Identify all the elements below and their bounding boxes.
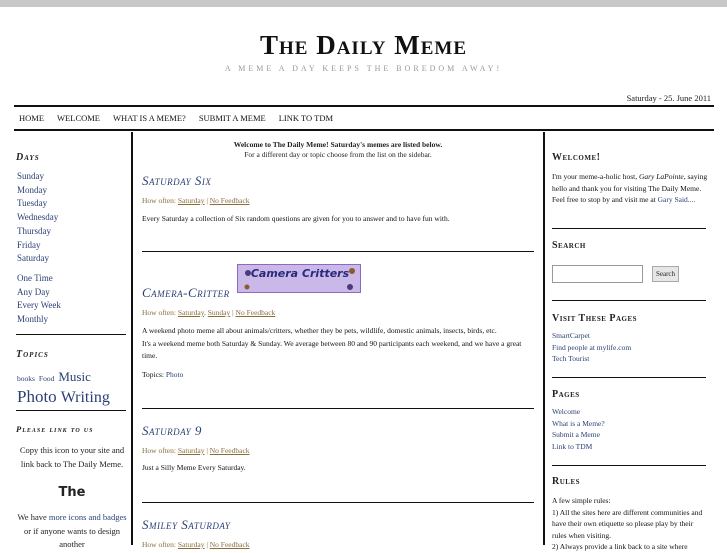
post-meta: How often: Saturday | No Feedback [142, 196, 250, 205]
page-link-link-to-tdm[interactable]: Link to TDM [552, 442, 593, 452]
day-sunday[interactable]: Sunday [17, 171, 44, 181]
visit-link-mylife[interactable]: Find people at mylife.com [552, 342, 632, 352]
day-link[interactable]: Saturday [177, 196, 205, 205]
more-icons-pre: We have [17, 512, 47, 522]
freq-any-day[interactable]: Any Day [17, 286, 50, 297]
link-us-heading: Please link to us [16, 424, 94, 434]
visit-pages-heading: Visit These Pages [552, 313, 638, 324]
left-sidebar [14, 132, 133, 549]
divider [552, 228, 706, 229]
day-link[interactable]: Saturday [177, 308, 205, 317]
intro-subtext: For a different day or topic choose from the list on the sidebar. [244, 150, 432, 159]
more-icons-text [16, 511, 128, 552]
post-title[interactable]: Camera-Critter [142, 285, 230, 300]
post-body-line: A weekend photo meme all about animals/critters, whether they be pets, wildlife, domestic animals, insects, birds, etc. [142, 326, 497, 335]
post-topics [142, 369, 183, 382]
days-list [17, 170, 58, 266]
topics-heading: Topics [16, 349, 49, 360]
nav-submit-a-meme[interactable]: SUBMIT A MEME [198, 113, 266, 123]
topic-food[interactable]: Food [38, 374, 55, 383]
topic-cloud [17, 368, 129, 407]
topic-writing[interactable]: Writing [60, 389, 110, 406]
post-title[interactable]: Saturday 9 [142, 423, 202, 438]
nav-link-to-tdm[interactable]: LINK TO TDM [278, 113, 334, 123]
tdm-badge-logo[interactable]: The [58, 485, 86, 500]
main-nav [14, 105, 714, 131]
rule-item: 1) All the sites here are different communities and have their own etiquette so please play by their rules when visiting. [552, 507, 703, 540]
divider [16, 334, 126, 335]
post-body-line: It's a weekend meme both Saturday & Sunday. We average between 80 and 90 participants each weekend, and we have a great time. [142, 338, 522, 360]
welcome-heading: Welcome! [552, 152, 601, 163]
post-meta: How often: Saturday, Sunday | No Feedback [142, 308, 276, 317]
divider [552, 465, 706, 466]
day-tuesday[interactable]: Tuesday [17, 198, 48, 209]
host-name: Gary LaPointe [638, 172, 684, 181]
welcome-mid: , saying hello and thank you for visiting The Daily Meme. Feel free to stop by and visit me at [552, 172, 708, 204]
visit-link-tech-tourist[interactable]: Tech Tourist [552, 354, 590, 364]
post-body: Just a Silly Meme Every Saturday. [142, 463, 246, 472]
post-body: Every Saturday a collection of Six random questions are given for you to answer and to have fun with. [142, 214, 450, 223]
how-often-label: How often: [142, 446, 176, 455]
nav-what-is-a-meme[interactable]: WHAT IS A MEME? [113, 113, 186, 123]
rules-intro: A few simple rules: [552, 496, 611, 505]
day-link[interactable]: Sunday [207, 308, 231, 317]
how-often-label: How often: [142, 540, 176, 549]
divider [16, 410, 126, 411]
post-meta: How often: Saturday | No Feedback [142, 540, 250, 549]
freq-one-time[interactable]: One Time [17, 273, 53, 283]
day-friday[interactable]: Friday [17, 239, 41, 250]
current-date: Saturday - 25. June 2011 [626, 93, 711, 103]
topics-label: Topics: [142, 370, 164, 379]
gary-said-link[interactable]: Gary Said.... [657, 195, 696, 204]
search-heading: Search [552, 240, 586, 251]
intro-heading: Welcome to The Daily Meme! Saturday's memes are listed below. [233, 140, 443, 149]
post-meta: How often: Saturday | No Feedback [142, 446, 250, 455]
site-tagline: A MEME A DAY KEEPS THE BOREDOM AWAY! [224, 64, 503, 73]
rules-heading: Rules [552, 476, 581, 487]
post-body [142, 325, 537, 363]
day-wednesday[interactable]: Wednesday [17, 212, 59, 223]
topic-music[interactable]: Music [58, 369, 91, 384]
top-bar [0, 0, 727, 7]
how-often-label: How often: [142, 308, 176, 317]
visit-link-smartcarpet[interactable]: SmartCarpet [552, 331, 590, 340]
link-us-text: Copy this icon to your site and link back to The Daily Meme. [19, 445, 125, 469]
no-feedback-link[interactable]: No Feedback [209, 196, 250, 205]
pages-heading: Pages [552, 389, 580, 400]
topic-books[interactable]: books [17, 374, 35, 383]
site-title[interactable]: The Daily Meme [260, 30, 467, 60]
pages-list [552, 406, 605, 453]
day-link[interactable]: Saturday [177, 540, 205, 549]
freq-monthly[interactable]: Monthly [17, 314, 49, 325]
main-content [133, 132, 543, 549]
rules-text [552, 495, 708, 553]
page-link-what-is-a-meme[interactable]: What is a Meme? [552, 418, 605, 428]
divider [552, 300, 706, 301]
no-feedback-link[interactable]: No Feedback [209, 446, 250, 455]
day-saturday[interactable]: Saturday [17, 253, 49, 264]
frequency-list [17, 272, 61, 327]
freq-every-week[interactable]: Every Week [17, 300, 61, 311]
more-icons-post: or if anyone wants to design another [23, 525, 121, 549]
no-feedback-link[interactable]: No Feedback [235, 308, 276, 317]
days-heading: Days [16, 152, 40, 163]
post-title[interactable]: Smiley Saturday [142, 517, 231, 532]
banner-text: Camera Critters [250, 267, 350, 280]
day-thursday[interactable]: Thursday [17, 225, 51, 236]
divider [552, 377, 706, 378]
nav-home[interactable]: HOME [19, 113, 45, 123]
post-divider [142, 408, 534, 409]
welcome-pre: I'm your meme-a-holic host, [552, 172, 638, 181]
day-link[interactable]: Saturday [177, 446, 205, 455]
post-divider [142, 251, 534, 252]
camera-critters-banner[interactable] [237, 264, 361, 293]
more-icons-link[interactable]: more icons and badges [48, 512, 127, 522]
post-divider [142, 502, 534, 503]
page-link-welcome[interactable]: Welcome [552, 407, 581, 416]
post-title[interactable]: Saturday Six [142, 173, 212, 188]
how-often-label: How often: [142, 196, 176, 205]
search-button[interactable]: Search [652, 266, 679, 282]
right-sidebar [543, 132, 714, 551]
no-feedback-link[interactable]: No Feedback [209, 540, 250, 549]
rule-item: 2) Always provide a link back to a site where [552, 542, 688, 551]
topic-photo[interactable]: Photo [17, 387, 57, 406]
search-input[interactable] [552, 265, 643, 283]
nav-welcome[interactable]: WELCOME [57, 113, 100, 123]
page-link-submit-a-meme[interactable]: Submit a Meme [552, 430, 600, 440]
welcome-text [552, 171, 708, 206]
topic-link[interactable]: Photo [165, 370, 184, 379]
visit-pages-list [552, 330, 631, 365]
day-monday[interactable]: Monday [17, 184, 47, 195]
